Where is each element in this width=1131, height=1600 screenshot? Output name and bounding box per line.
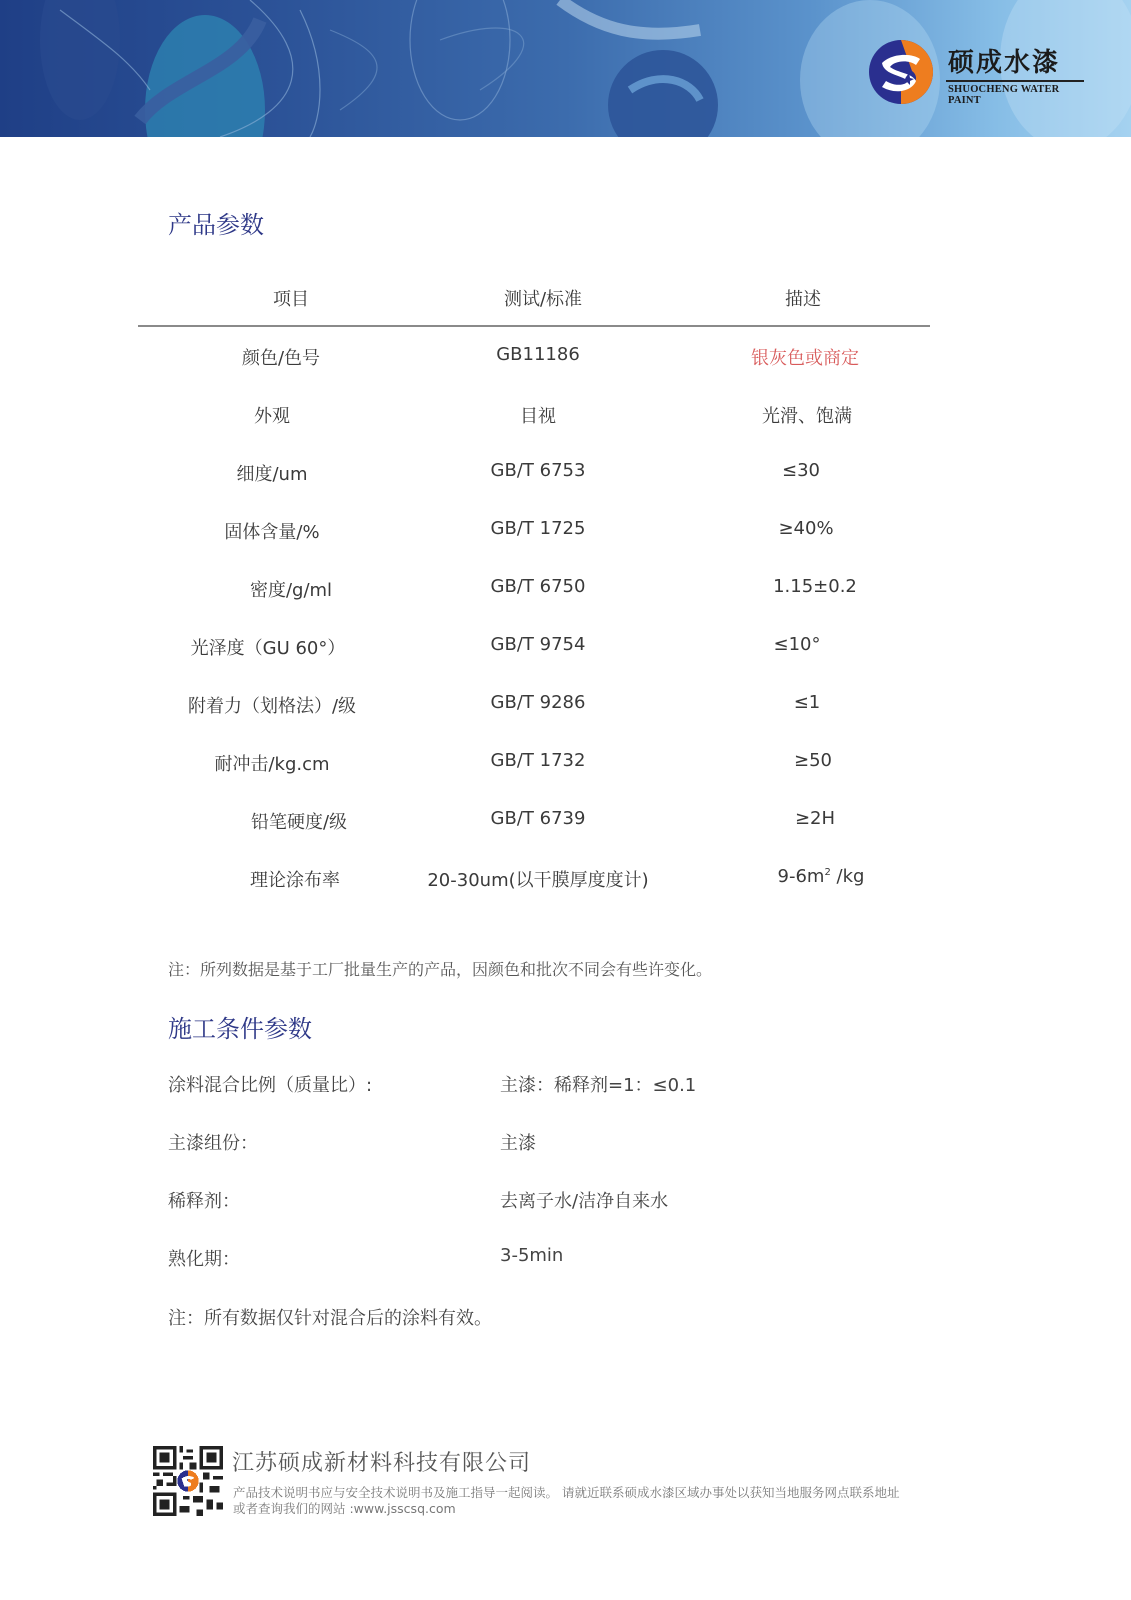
coverage-unit: /kg	[830, 866, 865, 887]
coverage-value: 9-6m	[777, 866, 825, 887]
product-params-title: 产品参数	[168, 211, 264, 239]
qr-code-icon[interactable]	[153, 1446, 223, 1516]
brand-divider	[946, 80, 1084, 82]
footer-website[interactable]: 或者查询我们的网站 :www.jsscsq.com	[233, 1501, 456, 1516]
row-description: 1.15±0.2	[773, 576, 857, 597]
header-banner	[0, 0, 1131, 137]
brand-name-en: SHUOCHENG WATER PAINT	[948, 84, 1060, 106]
row-standard: GB/T 1725	[490, 518, 586, 539]
company-name: 江苏硕成新材料科技有限公司	[232, 1451, 532, 1476]
product-params-note: 注：所列数据是基于工厂批量生产的产品，因颜色和批次不同会有些许变化。	[168, 960, 713, 979]
row-item: 外观	[254, 406, 290, 427]
row-item: 附着力（划格法）/级	[187, 696, 357, 717]
table-row	[0, 692, 1131, 722]
row-description: ≤10°	[773, 634, 821, 655]
table-row	[0, 402, 1131, 432]
mix-ratio-value: 主漆：稀释剂=1：≤0.1	[500, 1075, 697, 1096]
row-item: 铅笔硬度/级	[250, 812, 348, 833]
row-item: 颜色/色号	[241, 348, 321, 369]
brand-logo-icon	[868, 39, 934, 105]
induction-time-value: 3-5min	[500, 1245, 564, 1266]
application-params-title: 施工条件参数	[168, 1015, 312, 1043]
table-row	[0, 518, 1131, 548]
main-component-label: 主漆组份：	[168, 1133, 258, 1154]
row-description: 光滑、饱满	[762, 406, 852, 427]
row-description: 银灰色或商定	[751, 348, 859, 369]
footer-disclaimer: 产品技术说明书应与安全技术说明书及施工指导一起阅读。 请就近联系硕成水漆区域办事处以获知当地服务网点联系地址	[233, 1485, 900, 1500]
table-row	[0, 808, 1131, 838]
table-row	[0, 460, 1131, 490]
row-standard: 20-30um(以干膜厚度度计)	[427, 870, 649, 891]
row-description: ≤1	[793, 692, 821, 713]
row-item: 固体含量/%	[224, 522, 320, 543]
row-description: ≥2H	[794, 808, 836, 829]
main-component-value: 主漆	[500, 1133, 536, 1154]
column-header-standard: 测试/标准	[503, 289, 583, 310]
table-header-row	[0, 285, 1131, 315]
thinner-value: 去离子水/洁净自来水	[500, 1191, 669, 1212]
footer	[150, 1440, 970, 1530]
table-row	[0, 750, 1131, 780]
row-standard: 目视	[520, 406, 556, 427]
column-header-item: 项目	[273, 289, 309, 310]
coverage-exponent: 2	[824, 867, 831, 878]
application-params-note: 注：所有数据仅针对混合后的涂料有效。	[168, 1308, 492, 1329]
row-item: 理论涂布率	[250, 870, 340, 891]
column-header-description: 描述	[785, 289, 821, 310]
row-item: 密度/g/ml	[249, 580, 333, 601]
table-header-divider	[138, 325, 930, 327]
table-row	[0, 634, 1131, 664]
mix-ratio-label: 涂料混合比例（质量比）:	[168, 1075, 373, 1096]
row-description	[778, 866, 865, 887]
brand-logo	[868, 37, 1088, 107]
row-description: ≥50	[794, 750, 832, 771]
row-item: 光泽度（GU 60°）	[190, 638, 346, 659]
row-item: 耐冲击/kg.cm	[214, 754, 330, 775]
table-row	[0, 576, 1131, 606]
row-standard: GB/T 1732	[490, 750, 586, 771]
table-row	[0, 866, 1131, 896]
row-description: ≤30	[782, 460, 820, 481]
table-row	[0, 344, 1131, 374]
row-standard: GB/T 6739	[490, 808, 586, 829]
induction-time-label: 熟化期：	[168, 1249, 240, 1270]
row-standard: GB/T 9754	[490, 634, 586, 655]
brand-name-cn: 硕成水漆	[948, 48, 1061, 78]
thinner-label: 稀释剂：	[168, 1191, 240, 1212]
row-item: 细度/um	[236, 464, 308, 485]
row-standard: GB/T 6750	[490, 576, 586, 597]
row-standard: GB/T 6753	[490, 460, 586, 481]
row-description: ≥40%	[778, 518, 834, 539]
row-standard: GB/T 9286	[490, 692, 586, 713]
row-standard: GB11186	[496, 344, 580, 365]
